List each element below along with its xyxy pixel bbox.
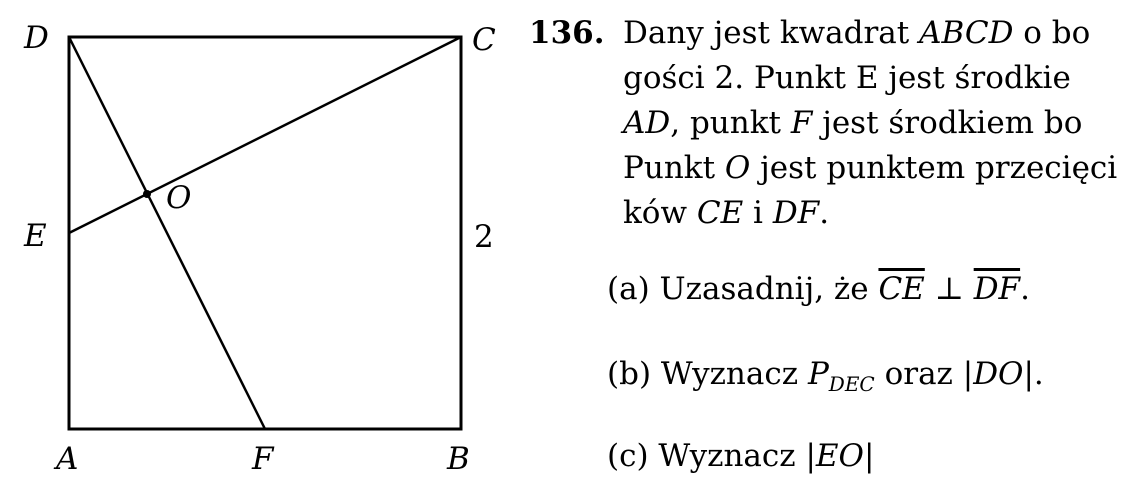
label-e: E — [24, 218, 47, 254]
problem-number: 136. — [529, 15, 605, 51]
statement-line-1: Dany jest kwadrat ABCD o bo — [623, 15, 1091, 51]
label-c: C — [472, 22, 496, 58]
statement-line-2: gości 2. Punkt E jest środkie — [623, 60, 1071, 96]
label-o: O — [166, 180, 192, 216]
segment-ec — [69, 37, 461, 233]
label-side-2: 2 — [474, 219, 494, 255]
statement-line-5: ków CE i DF. — [623, 195, 830, 231]
square-abcd — [69, 37, 461, 429]
part-c: (c) Wyznacz |EO| — [607, 438, 875, 474]
problem-136 — [529, 8, 1141, 488]
label-a: A — [56, 441, 79, 477]
statement-line-4: Punkt O jest punktem przecięci — [623, 150, 1118, 186]
part-b: (b) Wyznacz $P_{DEC}$ oraz |DO|. — [607, 356, 1044, 397]
label-b: B — [447, 441, 470, 477]
square-figure — [0, 0, 520, 491]
part-a: (a) Uzasadnij, że $\overline{CE}$ ⊥ $\overline{DF}$. — [607, 271, 1030, 307]
statement-line-3: AD, punkt F jest środkiem bo — [623, 105, 1083, 141]
label-f: F — [252, 441, 274, 477]
point-o — [143, 190, 151, 198]
segment-df — [69, 37, 265, 429]
label-d: D — [24, 20, 49, 56]
